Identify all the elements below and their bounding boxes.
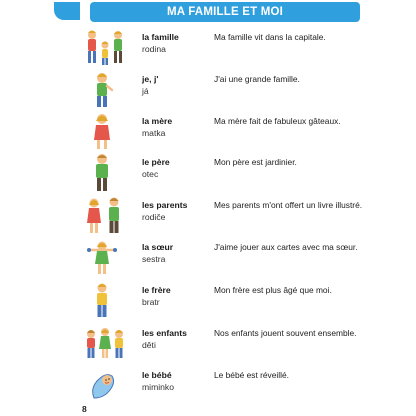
vocab-translation: rodina: [142, 44, 166, 54]
brother-icon: [82, 281, 128, 321]
vocab-word: je, j': [142, 74, 159, 84]
example-sentence: Ma mère fait de fabuleux gâteaux.: [214, 116, 341, 126]
vocab-translation: matka: [142, 128, 166, 138]
vocab-entry-parents: [82, 196, 382, 236]
vocab-entry-enfants: [82, 324, 382, 364]
vocab-word: le frère: [142, 285, 171, 295]
corner-tab: [54, 2, 80, 20]
father-icon: [82, 153, 128, 193]
example-sentence: Le bébé est réveillé.: [214, 370, 289, 380]
vocab-word: le bébé: [142, 370, 172, 380]
page-title: MA FAMILLE ET MOI: [166, 6, 284, 18]
example-sentence: Mon père est jardinier.: [214, 157, 297, 167]
example-sentence: Nos enfants jouent souvent ensemble.: [214, 328, 357, 338]
vocab-word: la sœur: [142, 242, 174, 252]
vocab-translation: bratr: [142, 297, 160, 307]
page-number: 8: [82, 404, 87, 414]
example-sentence: Mes parents m'ont offert un livre illustré.: [214, 200, 363, 210]
mother-icon: [82, 112, 128, 152]
children-icon: [82, 324, 128, 364]
vocab-entry-family: [82, 28, 382, 68]
section-header: [90, 2, 360, 22]
vocab-translation: sestra: [142, 254, 166, 264]
vocab-translation: já: [142, 86, 149, 96]
boy-pointing-icon: [82, 70, 128, 110]
vocab-translation: miminko: [142, 382, 174, 392]
vocab-word: les enfants: [142, 328, 187, 338]
vocab-entry-soeur: [82, 238, 382, 278]
vocab-word: la mère: [142, 116, 173, 126]
vocab-entry-frere: [82, 281, 382, 321]
vocab-entry-pere: [82, 153, 382, 193]
vocab-word: les parents: [142, 200, 188, 210]
vocab-word: le père: [142, 157, 170, 167]
example-sentence: J'ai une grande famille.: [214, 74, 300, 84]
example-sentence: J'aime jouer aux cartes avec ma sœur.: [214, 242, 358, 252]
example-sentence: Ma famille vit dans la capitale.: [214, 32, 326, 42]
vocab-word: la famille: [142, 32, 179, 42]
vocab-entry-mere: [82, 112, 382, 152]
baby-icon: [82, 366, 128, 406]
vocab-entry-bebe: [82, 366, 382, 406]
vocab-translation: rodiče: [142, 212, 166, 222]
family-icon: [82, 28, 128, 68]
vocab-translation: děti: [142, 340, 156, 350]
sister-icon: [82, 238, 128, 278]
example-sentence: Mon frère est plus âgé que moi.: [214, 285, 332, 295]
vocab-entry-je: [82, 70, 382, 110]
vocab-translation: otec: [142, 169, 159, 179]
parents-icon: [82, 196, 128, 236]
